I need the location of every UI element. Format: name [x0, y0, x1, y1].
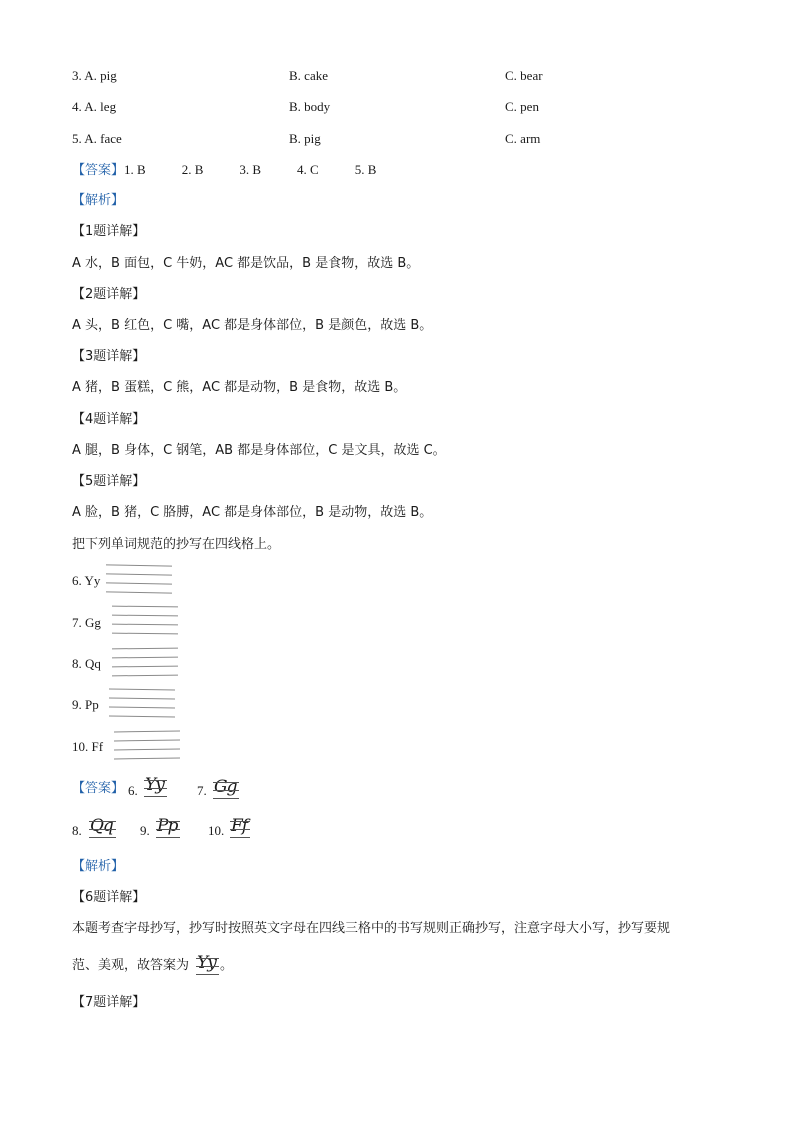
option-a: A. pig — [84, 68, 117, 83]
option-a: A. leg — [84, 99, 117, 114]
detail-heading: 【3题详解】 — [72, 349, 146, 364]
answer-number: 8. — [72, 823, 82, 838]
handwritten-answer: Yy — [145, 775, 164, 795]
answer-number: 9. — [140, 823, 150, 838]
analysis-label: 【解析】 — [72, 859, 125, 874]
handwritten-answer: Gg — [214, 777, 236, 797]
detail-heading: 【1题详解】 — [72, 224, 146, 239]
answer-label: 【答案】 — [72, 781, 125, 796]
detail-heading: 【2题详解】 — [72, 287, 146, 302]
copy-item-label: 6. Yy — [72, 573, 101, 588]
detail-body: A 猪，B 蛋糕，C 熊，AC 都是动物，B 是食物，故选 B。 — [72, 380, 407, 395]
answer-line — [72, 162, 412, 179]
section-instruction: 把下列单词规范的抄写在四线格上。 — [72, 537, 281, 552]
answer-number: 6. — [128, 783, 138, 798]
detail-body-end: 。 — [220, 958, 234, 973]
option-a: A. face — [84, 131, 122, 146]
answer-item: 3. B — [239, 162, 262, 177]
detail-body: A 头，B 红色，C 嘴，AC 都是身体部位，B 是颜色，故选 B。 — [72, 318, 433, 333]
option-row-5: 5. A. face — [72, 131, 122, 146]
answer-number: 7. — [197, 783, 207, 798]
copy-item-label: 7. Gg — [72, 615, 101, 630]
option-b: B. pig — [289, 131, 321, 146]
option-b: B. cake — [289, 68, 328, 83]
detail-heading: 【6题详解】 — [72, 890, 146, 905]
detail-heading: 【7题详解】 — [72, 995, 146, 1010]
copy-item-label: 8. Qq — [72, 656, 101, 671]
analysis-label: 【解析】 — [72, 193, 125, 208]
option-row-3: 3. A. pig — [72, 68, 117, 83]
answer-label: 【答案】 — [72, 163, 125, 178]
detail-heading: 【5题详解】 — [72, 474, 146, 489]
detail-body-cont: 范、美观，故答案为 — [72, 958, 190, 973]
answer-number: 10. — [208, 823, 225, 838]
copy-item-label: 9. Pp — [72, 697, 99, 712]
option-row-4: 4. A. leg — [72, 99, 117, 114]
handwritten-answer: Ff — [231, 816, 247, 836]
detail-heading: 【4题详解】 — [72, 412, 146, 427]
handwritten-answer: Yy — [197, 953, 216, 973]
option-b: B. body — [289, 99, 331, 114]
answer-item: 1. B — [124, 162, 146, 177]
detail-body: A 腿，B 身体，C 钢笔，AB 都是身体部位，C 是文具，故选 C。 — [72, 443, 446, 458]
answer-item: 5. B — [354, 162, 377, 177]
option-c: C. arm — [505, 131, 541, 146]
option-c: C. pen — [505, 99, 539, 114]
detail-body: 本题考查字母抄写，抄写时按照英文字母在四线三格中的书写规则正确抄写，注意字母大小写，抄写要规 — [72, 921, 671, 936]
detail-body: A 水，B 面包，C 牛奶，AC 都是饮品，B 是食物，故选 B。 — [72, 256, 420, 271]
answer-item: 4. C — [297, 162, 319, 177]
answer-item: 2. B — [181, 162, 204, 177]
option-c: C. bear — [505, 68, 543, 83]
handwritten-answer: Pp — [157, 816, 177, 836]
handwritten-answer: Qq — [90, 816, 113, 836]
copy-item-label: 10. Ff — [72, 739, 104, 754]
detail-body: A 脸，B 猪，C 胳膊，AC 都是身体部位，B 是动物，故选 B。 — [72, 505, 433, 520]
